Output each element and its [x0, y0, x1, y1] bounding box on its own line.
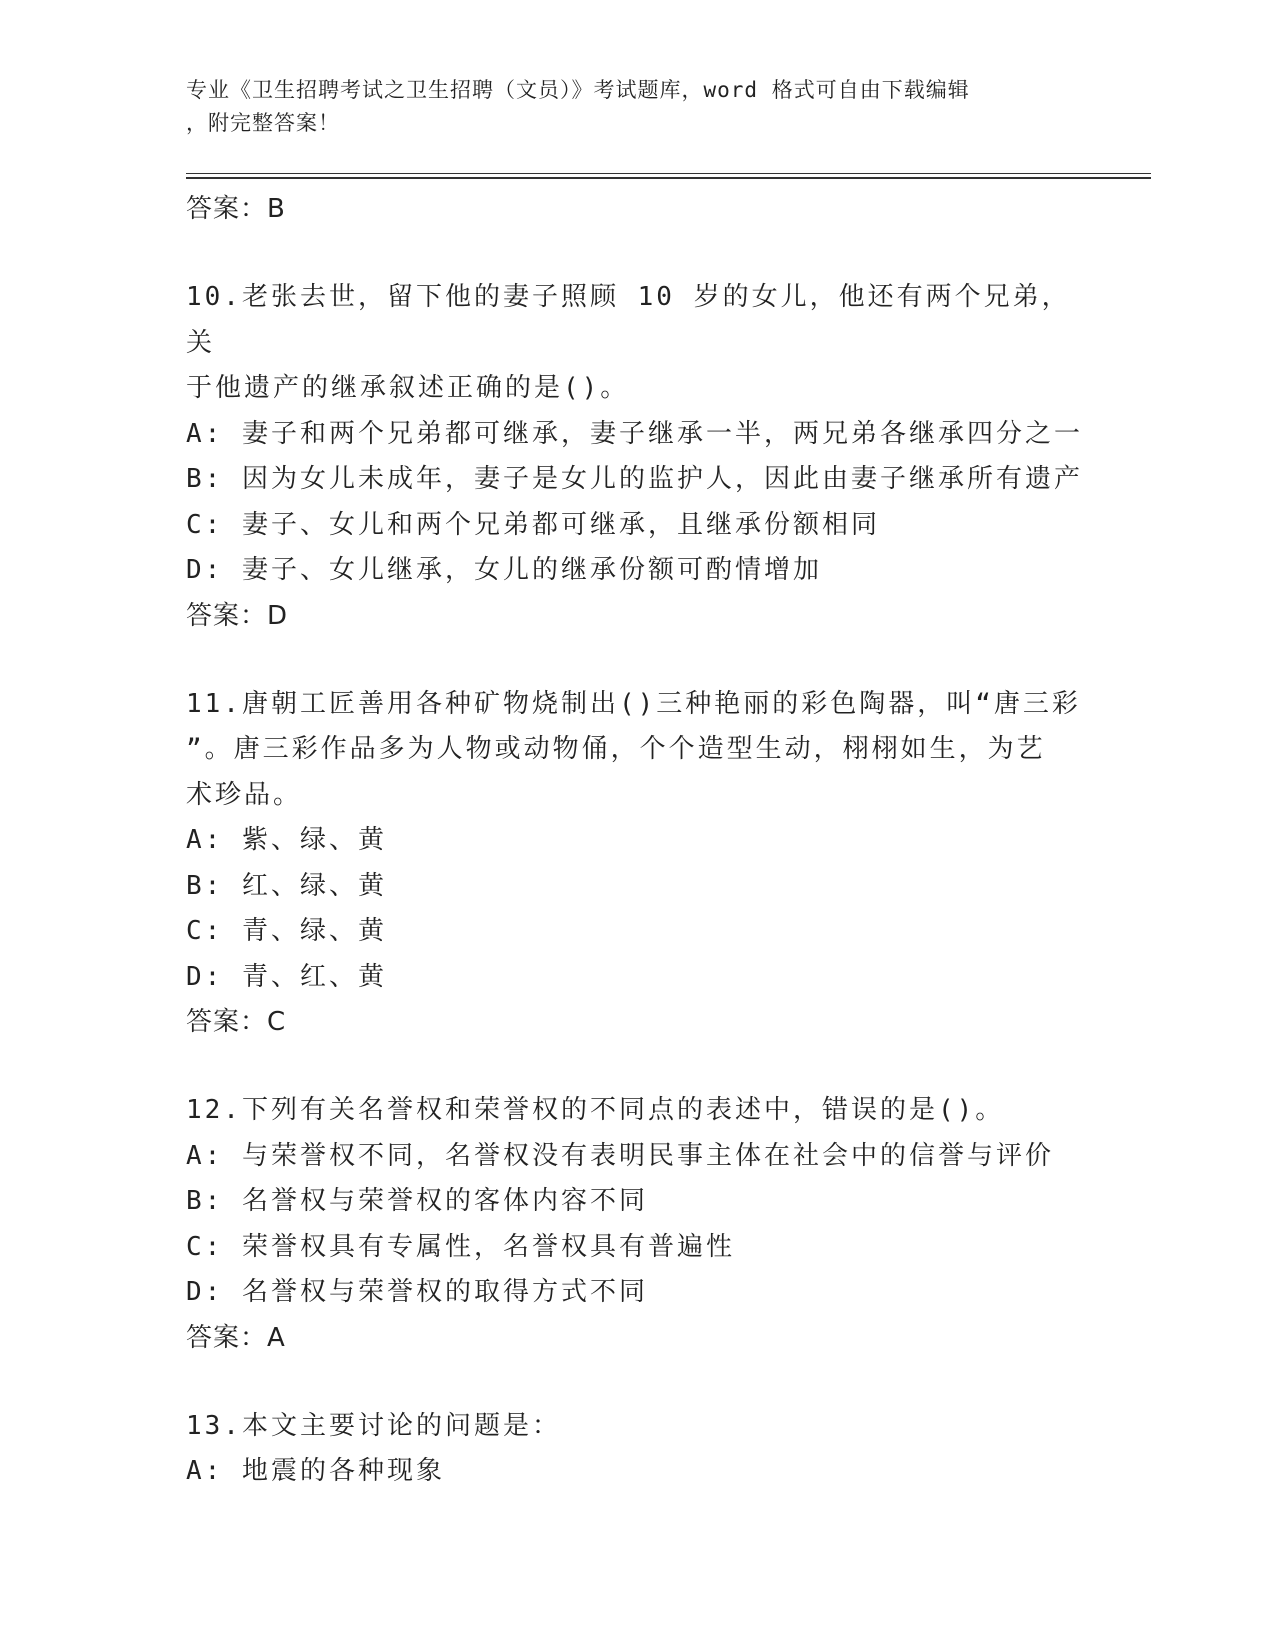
- question-text-line: 13.本文主要讨论的问题是：: [186, 1410, 561, 1441]
- question-13: [186, 1404, 1086, 1495]
- question-text-line: 术珍品。: [186, 779, 303, 810]
- answer-line: 答案：C: [186, 1007, 287, 1037]
- answer-line: 答案：B: [186, 194, 286, 224]
- option-c: C: 青、绿、黄: [186, 916, 387, 946]
- option-a: A: 紫、绿、黄: [186, 825, 387, 855]
- header-rule-thin: [186, 177, 1151, 179]
- option-a: A: 地震的各种现象: [186, 1456, 445, 1486]
- question-11: [186, 682, 1086, 1045]
- option-d: D: 名誉权与荣誉权的取得方式不同: [186, 1277, 648, 1307]
- document-header: [186, 74, 1066, 140]
- option-d: D: 青、红、黄: [186, 961, 387, 992]
- option-c: C: 妻子、女儿和两个兄弟都可继承，且继承份额相同: [186, 509, 880, 540]
- option-c: C: 荣誉权具有专属性，名誉权具有普遍性: [186, 1231, 735, 1262]
- header-line-1: 专业《卫生招聘考试之卫生招聘（文员）》考试题库，word 格式可自由下载编辑: [186, 78, 970, 102]
- question-text-line: 10.老张去世，留下他的妻子照顾 10 岁的女儿，他还有两个兄弟，关: [186, 282, 1071, 358]
- question-text-line: 11.唐朝工匠善用各种矿物烧制出()三种艳丽的彩色陶器，叫“唐三彩: [186, 688, 1081, 719]
- option-b: B: 因为女儿未成年，妻子是女儿的监护人，因此由妻子继承所有遗产: [186, 464, 1083, 494]
- header-rule-thick: [186, 173, 1151, 174]
- option-d: D: 妻子、女儿继承，女儿的继承份额可酌情增加: [186, 555, 822, 585]
- header-line-2: ，附完整答案！: [186, 111, 340, 135]
- option-b: B: 红、绿、黄: [186, 870, 387, 901]
- question-text-line: ”。唐三彩作品多为人物或动物俑，个个造型生动，栩栩如生，为艺: [186, 734, 1046, 764]
- question-12: [186, 1088, 1086, 1360]
- option-b: B: 名誉权与荣誉权的客体内容不同: [186, 1186, 648, 1216]
- question-10: [186, 275, 1086, 638]
- option-a: A: 妻子和两个兄弟都可继承，妻子继承一半，两兄弟各继承四分之一: [186, 418, 1083, 449]
- answer-line: 答案：A: [186, 1322, 286, 1353]
- question-text-line: 12.下列有关名誉权和荣誉权的不同点的表述中，错误的是()。: [186, 1095, 1005, 1125]
- answer-line: 答案：D: [186, 600, 289, 631]
- option-a: A: 与荣誉权不同，名誉权没有表明民事主体在社会中的信誉与评价: [186, 1140, 1054, 1171]
- question-text-line: 于他遗产的继承叙述正确的是()。: [186, 373, 630, 403]
- question-list: [186, 187, 1086, 1495]
